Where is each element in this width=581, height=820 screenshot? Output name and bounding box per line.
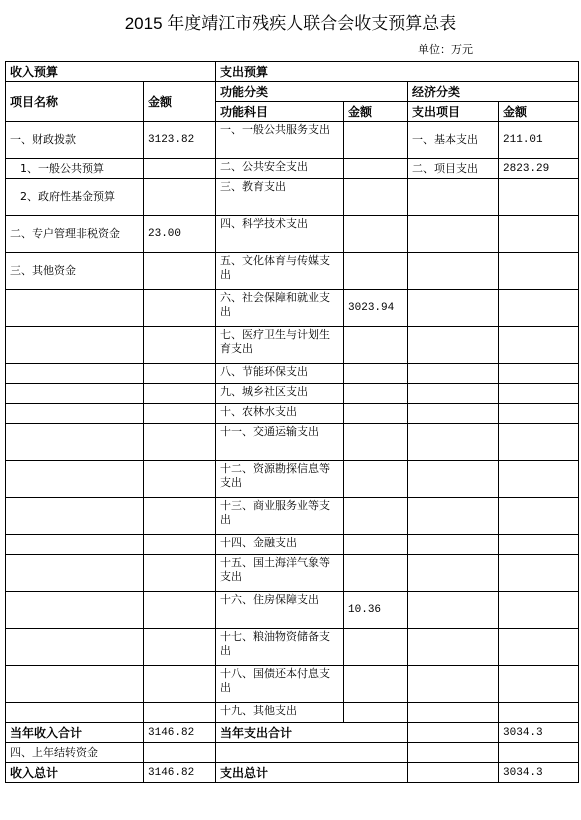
econ-item: [408, 424, 499, 461]
econ-amount: 2823.29: [499, 159, 579, 179]
income-item: [6, 629, 144, 666]
func-subject: 十六、住房保障支出: [216, 592, 344, 629]
func-subject: 四、科学技术支出: [216, 216, 344, 253]
income-amount: [144, 592, 216, 629]
func-amount: [344, 703, 408, 723]
table-row: [6, 384, 579, 404]
econ-amount: [499, 404, 579, 424]
econ-item: [408, 555, 499, 592]
header-func-amount: 金额: [344, 102, 408, 122]
header-func-subject: 功能科目: [216, 102, 344, 122]
func-amount: [344, 159, 408, 179]
econ-item: [408, 666, 499, 703]
income-amount: [144, 327, 216, 364]
income-amount: [144, 535, 216, 555]
econ-item: [408, 703, 499, 723]
year-income-label: 当年收入合计: [6, 723, 144, 743]
func-subject: 五、文化体育与传媒支出: [216, 253, 344, 290]
func-amount: [344, 555, 408, 592]
func-amount: [344, 666, 408, 703]
income-item: 2、政府性基金预算: [6, 179, 144, 216]
func-amount: [344, 364, 408, 384]
func-subject: 三、教育支出: [216, 179, 344, 216]
econ-amount: [499, 535, 579, 555]
econ-item: [408, 290, 499, 327]
income-amount: 23.00: [144, 216, 216, 253]
income-amount: [144, 703, 216, 723]
income-amount: [144, 555, 216, 592]
table-row: [6, 666, 579, 703]
func-subject: 十五、国土海洋气象等支出: [216, 555, 344, 592]
income-amount: [144, 461, 216, 498]
income-item: [6, 384, 144, 404]
income-item: [6, 592, 144, 629]
page-title: 2015 年度靖江市残疾人联合会收支预算总表: [124, 14, 457, 33]
income-item: [6, 703, 144, 723]
income-item: [6, 290, 144, 327]
econ-amount: [499, 703, 579, 723]
func-subject: 十三、商业服务业等支出: [216, 498, 344, 535]
income-amount: [144, 159, 216, 179]
econ-item: [408, 498, 499, 535]
econ-amount: [499, 216, 579, 253]
income-amount: [144, 179, 216, 216]
econ-item: [408, 592, 499, 629]
func-amount: [344, 404, 408, 424]
econ-item: [408, 364, 499, 384]
func-subject: 十九、其他支出: [216, 703, 344, 723]
econ-amount: [499, 290, 579, 327]
econ-amount: [499, 498, 579, 535]
table-row: [6, 290, 579, 327]
carryover-label: 四、上年结转资金: [6, 743, 144, 763]
func-subject: 七、医疗卫生与计划生育支出: [216, 327, 344, 364]
income-amount: [144, 498, 216, 535]
income-item: [6, 498, 144, 535]
table-row: [6, 327, 579, 364]
func-amount: [344, 122, 408, 159]
income-item: [6, 555, 144, 592]
func-subject: 十一、交通运输支出: [216, 424, 344, 461]
unit-label: 单位：万元: [418, 43, 473, 56]
econ-amount: [499, 327, 579, 364]
func-amount: 10.36: [344, 592, 408, 629]
func-subject: 十二、资源勘探信息等支出: [216, 461, 344, 498]
header-functional: 功能分类: [216, 82, 408, 102]
income-amount: [144, 629, 216, 666]
econ-amount: [499, 384, 579, 404]
econ-item: 一、基本支出: [408, 122, 499, 159]
econ-amount: [499, 592, 579, 629]
income-item: [6, 535, 144, 555]
income-item: 1、一般公共预算: [6, 159, 144, 179]
income-amount: [144, 253, 216, 290]
func-subject: 六、社会保障和就业支出: [216, 290, 344, 327]
income-item: [6, 327, 144, 364]
func-subject: 十四、金融支出: [216, 535, 344, 555]
header-economic: 经济分类: [408, 82, 579, 102]
expense-total-value: 3034.3: [499, 763, 579, 783]
econ-item: 二、项目支出: [408, 159, 499, 179]
header-amount: 金额: [144, 82, 216, 122]
table-row: [6, 159, 579, 179]
func-subject: 九、城乡社区支出: [216, 384, 344, 404]
income-amount: [144, 364, 216, 384]
header-income: 收入预算: [6, 62, 216, 82]
year-income-value: 3146.82: [144, 723, 216, 743]
table-row: [6, 592, 579, 629]
func-subject: 十七、粮油物资储备支出: [216, 629, 344, 666]
income-total-value: 3146.82: [144, 763, 216, 783]
table-row: [6, 703, 579, 723]
income-item: 一、财政拨款: [6, 122, 144, 159]
budget-table: [5, 61, 579, 783]
income-amount: [144, 404, 216, 424]
table-row: [6, 629, 579, 666]
func-subject: 十八、国债还本付息支出: [216, 666, 344, 703]
func-amount: 3023.94: [344, 290, 408, 327]
econ-amount: [499, 253, 579, 290]
func-amount: [344, 629, 408, 666]
econ-item: [408, 629, 499, 666]
econ-item: [408, 535, 499, 555]
table-row: [6, 424, 579, 461]
func-amount: [344, 461, 408, 498]
table-row: [6, 555, 579, 592]
econ-item: [408, 327, 499, 364]
func-amount: [344, 327, 408, 364]
func-amount: [344, 498, 408, 535]
year-expense-value: 3034.3: [499, 723, 579, 743]
econ-amount: [499, 424, 579, 461]
income-item: 二、专户管理非税资金: [6, 216, 144, 253]
header-expense: 支出预算: [216, 62, 579, 82]
income-item: [6, 404, 144, 424]
header-econ-item: 支出项目: [408, 102, 499, 122]
table-row: [6, 364, 579, 384]
func-subject: 一、一般公共服务支出: [216, 122, 344, 159]
func-amount: [344, 216, 408, 253]
income-amount: 3123.82: [144, 122, 216, 159]
income-amount: [144, 424, 216, 461]
func-subject: 十、农林水支出: [216, 404, 344, 424]
income-amount: [144, 290, 216, 327]
econ-amount: [499, 364, 579, 384]
econ-amount: [499, 629, 579, 666]
func-subject: 八、节能环保支出: [216, 364, 344, 384]
income-total-label: 收入总计: [6, 763, 144, 783]
table-row: [6, 179, 579, 216]
func-subject: 二、公共安全支出: [216, 159, 344, 179]
econ-item: [408, 461, 499, 498]
table-row: [6, 253, 579, 290]
table-row: [6, 216, 579, 253]
econ-item: [408, 384, 499, 404]
func-amount: [344, 384, 408, 404]
table-row: [6, 404, 579, 424]
econ-amount: [499, 179, 579, 216]
econ-item: [408, 216, 499, 253]
econ-item: [408, 404, 499, 424]
func-amount: [344, 535, 408, 555]
header-econ-amount: 金额: [499, 102, 579, 122]
table-row: [6, 461, 579, 498]
econ-amount: [499, 666, 579, 703]
func-amount: [344, 253, 408, 290]
econ-amount: 211.01: [499, 122, 579, 159]
table-row: [6, 498, 579, 535]
table-row: [6, 535, 579, 555]
expense-total-label: 支出总计: [216, 763, 408, 783]
econ-item: [408, 179, 499, 216]
header-item-name: 项目名称: [6, 82, 144, 122]
income-item: 三、其他资金: [6, 253, 144, 290]
table-row: [6, 122, 579, 159]
year-expense-label: 当年支出合计: [216, 723, 408, 743]
econ-amount: [499, 461, 579, 498]
income-amount: [144, 384, 216, 404]
income-item: [6, 424, 144, 461]
func-amount: [344, 179, 408, 216]
econ-item: [408, 253, 499, 290]
func-amount: [344, 424, 408, 461]
income-amount: [144, 666, 216, 703]
income-item: [6, 666, 144, 703]
econ-amount: [499, 555, 579, 592]
income-item: [6, 364, 144, 384]
income-item: [6, 461, 144, 498]
